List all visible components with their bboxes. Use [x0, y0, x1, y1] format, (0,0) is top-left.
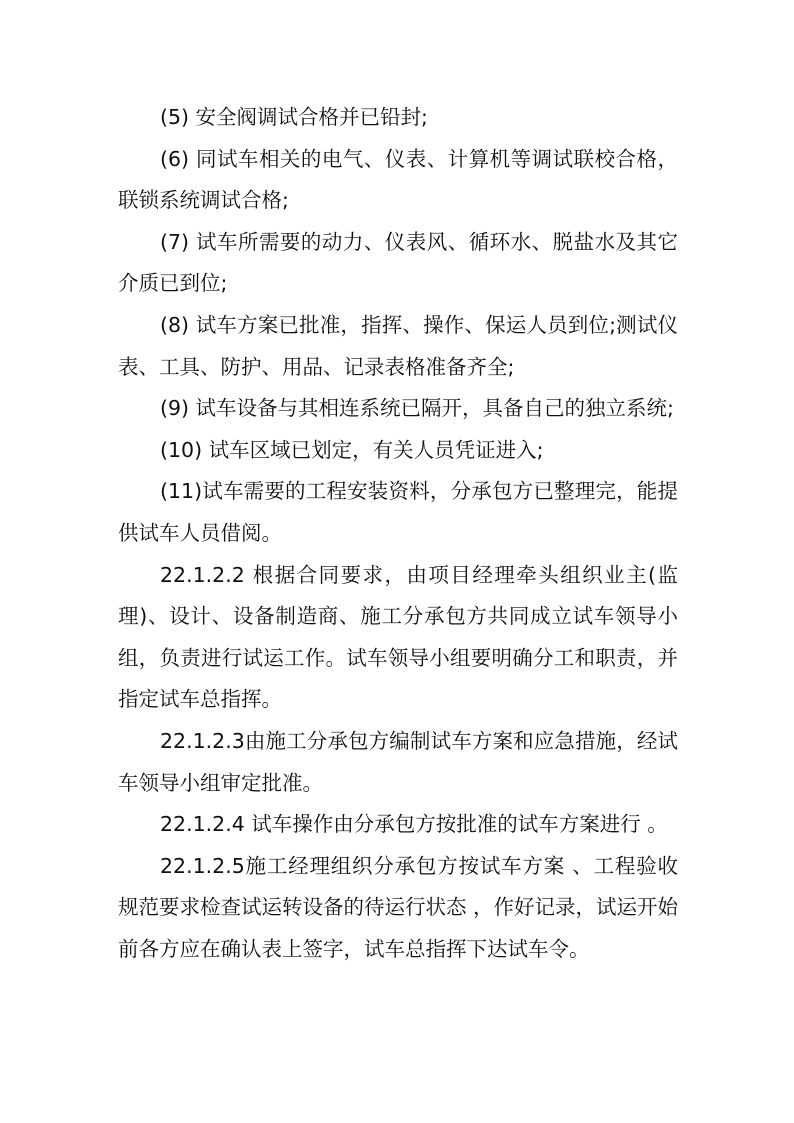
paragraph-9: (9) 试车设备与其相连系统已隔开，具备自己的独立系统; [160, 396, 674, 421]
paragraph-10: (10) 试车区域已划定，有关人员凭证进入; [160, 437, 544, 462]
document-body [118, 97, 678, 970]
paragraph-22-1-2-3: 22.1.2.3由施工分承包方编制试车方案和应急措施，经试车领导小组审定批准。 [118, 728, 678, 795]
paragraph-6: (6) 同试车相关的电气、仪表、计算机等调试联校合格，联锁系统调试合格; [118, 146, 678, 213]
paragraph-22-1-2-4: 22.1.2.4 试车操作由分承包方按批准的试车方案进行 。 [160, 812, 668, 837]
paragraph-11: (11)试车需要的工程安装资料，分承包方已整理完，能提供试车人员借阅。 [118, 479, 678, 545]
paragraph-5: (5) 安全阀调试合格并已铅封; [160, 105, 428, 129]
paragraph-22-1-2-5: 22.1.2.5施工经理组织分承包方按试车方案 、工程验收规范要求检查试运转设备的待运行状态 ，作好记录，试运开始前各方应在确认表上签字，试车总指挥下达试车令。 [118, 853, 679, 961]
paragraph-7: (7) 试车所需要的动力、仪表风、循环水、脱盐水及其它介质已到位; [118, 229, 678, 296]
paragraph-8: (8) 试车方案已批准，指挥、操作、保运人员到位;测试仪表、工具、防护、用品、记录表格准备齐全; [118, 312, 678, 379]
paragraph-22-1-2-2: 22.1.2.2 根据合同要求，由项目经理牵头组织业主(监理)、设计、设备制造商、施工分承包方共同成立试车领导小组，负责进行试运工作。试车领导小组要明确分工和职责，并指定试车总指挥。 [118, 562, 678, 712]
